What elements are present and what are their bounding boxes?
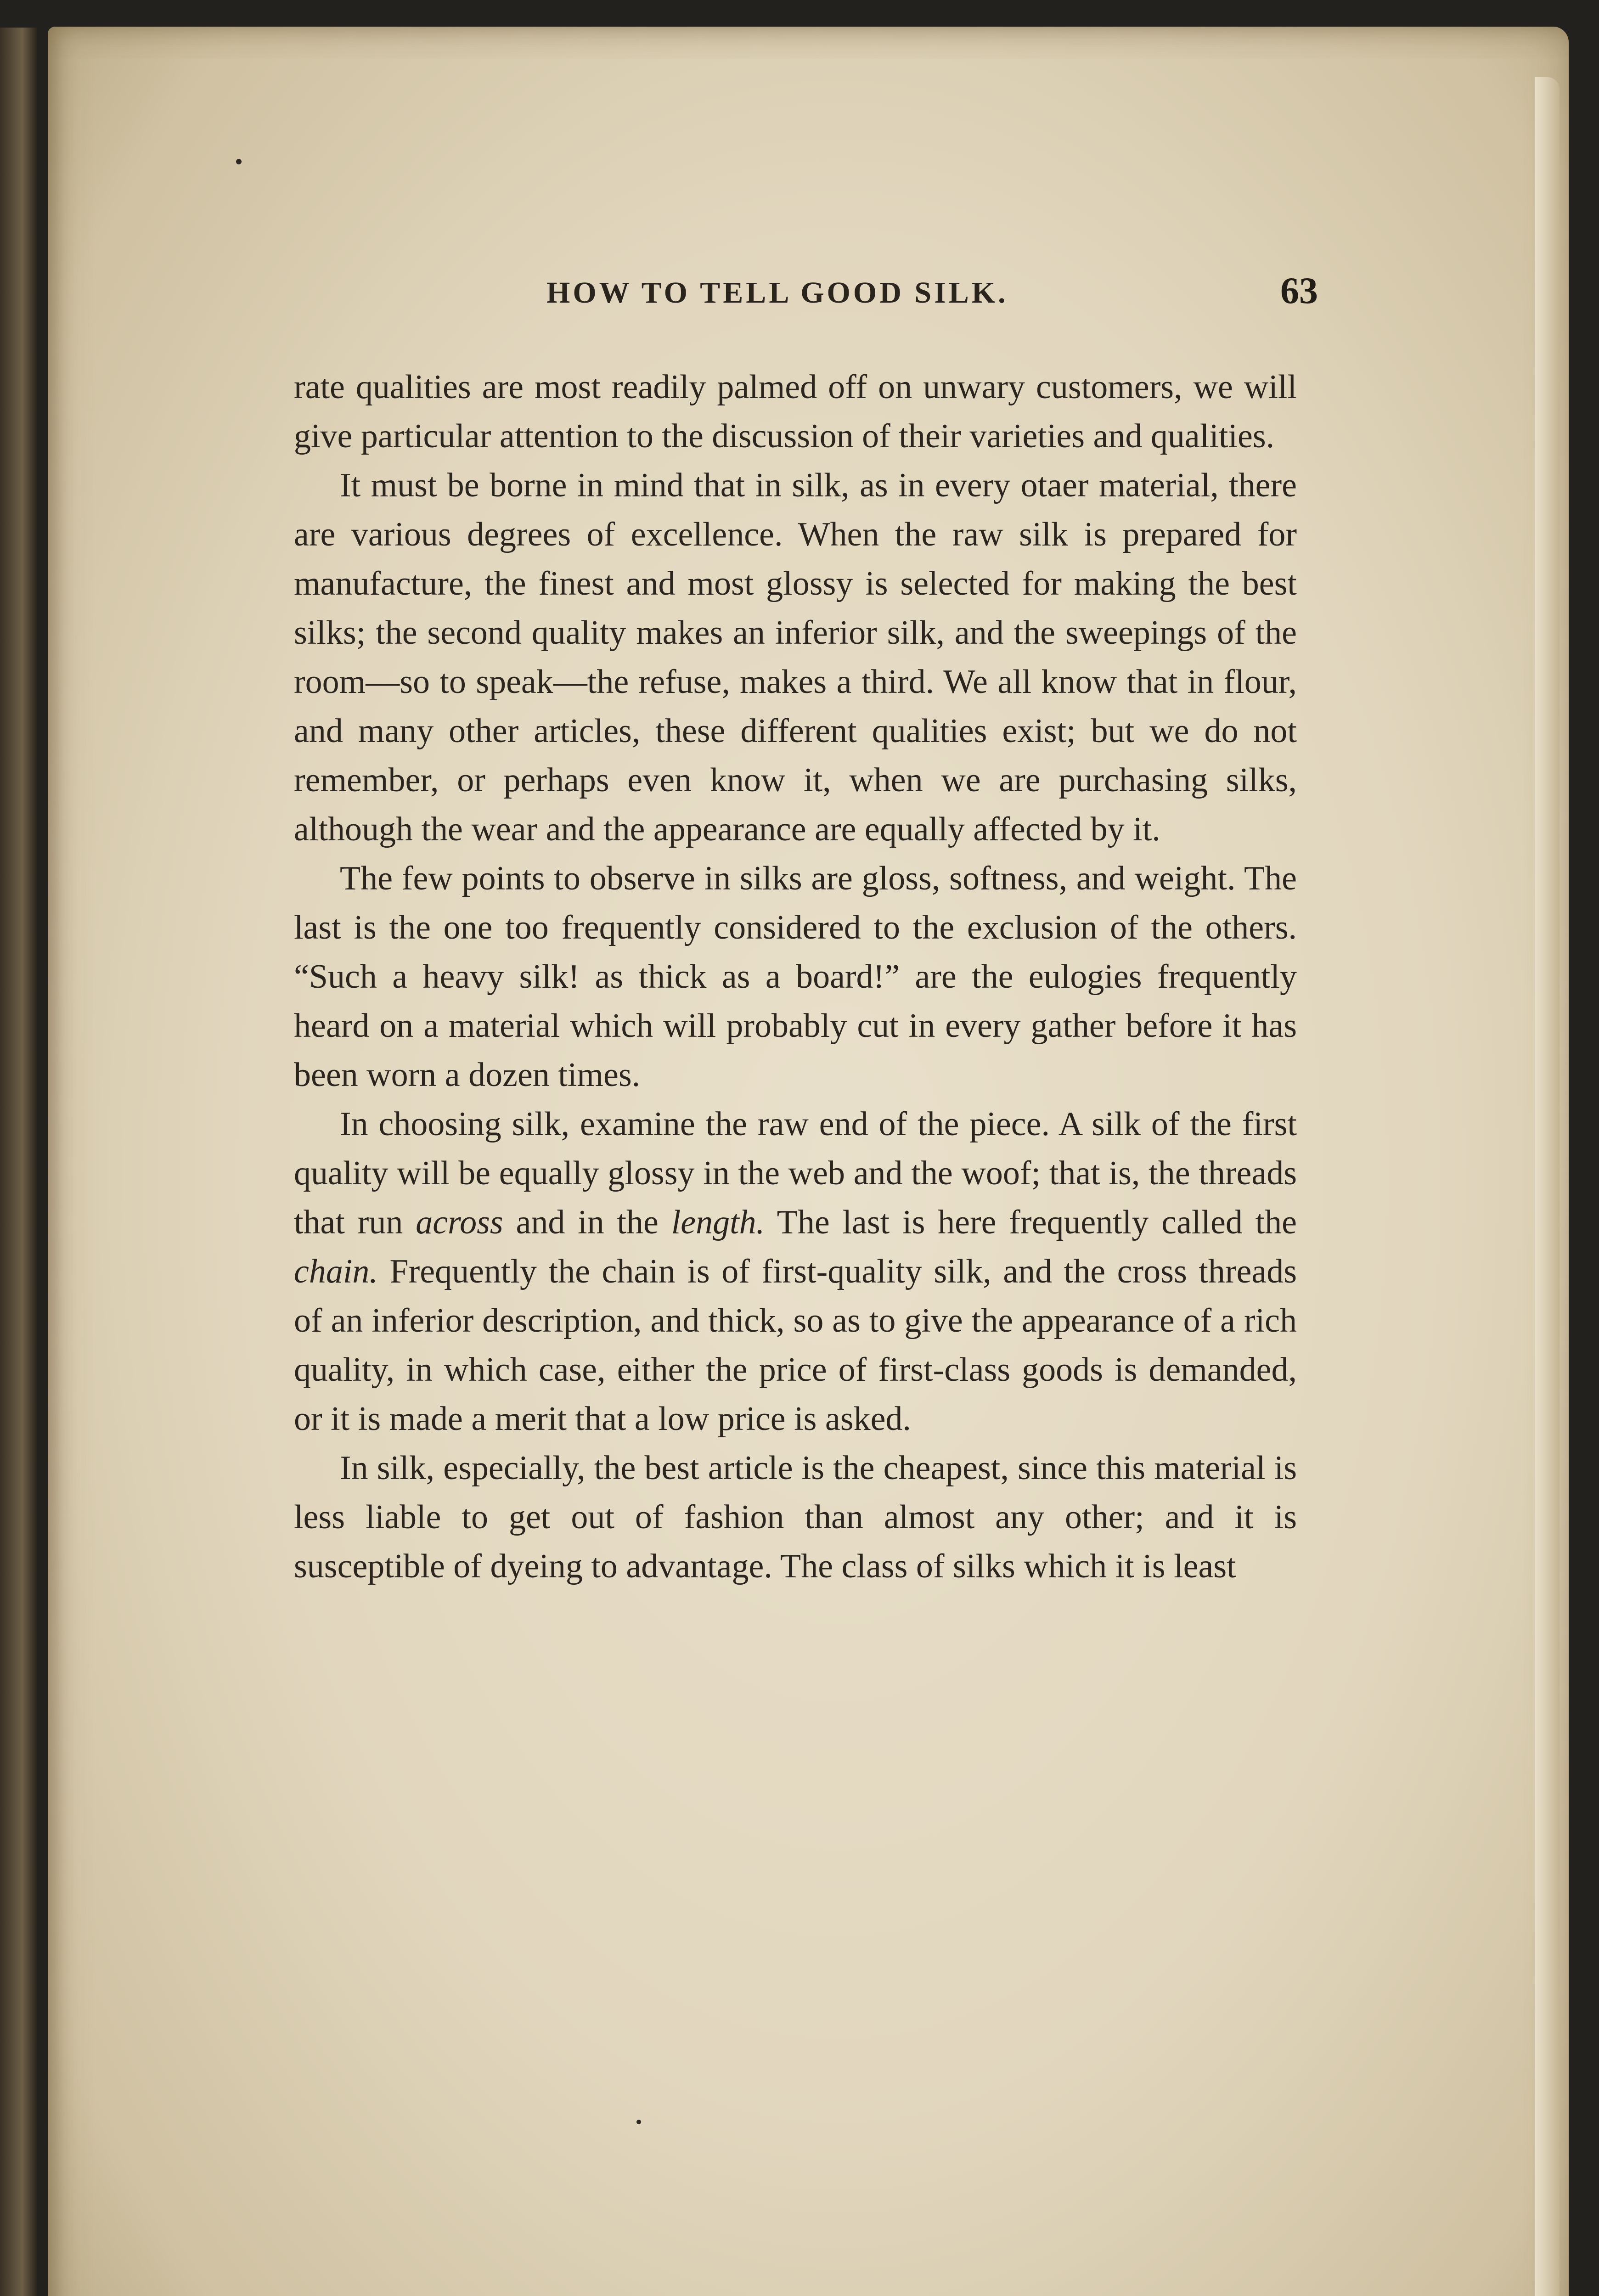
ink-spot bbox=[236, 159, 242, 164]
paragraph: The few points to observe in silks are gloss, softness, and weight. The last is the one too frequently considered to the exclusion of the others. “Such a heavy silk! as thick as a board!” are the eulogies frequently heard on a material which will probably cut in every gather before it has been worn a dozen times. bbox=[294, 860, 1297, 1094]
page-edge bbox=[1535, 77, 1560, 2296]
previous-page-edge bbox=[0, 28, 37, 2296]
page-header bbox=[496, 269, 1318, 320]
body-text bbox=[294, 363, 1297, 1591]
paragraph: rate qualities are most readily palmed off on unwary customers, we will give particular attention to the discussion of their varieties and qualities. bbox=[294, 368, 1297, 455]
paragraph: In choosing silk, examine the raw end of the piece. A silk of the first quality will be equally glossy in the web and the woof; that is, the threads that run across and in the length. The last is here frequently called the chain. Frequently the chain is of first-quality silk, and the cross threads of an inferior description, and thick, so as to give the appearance of a rich quality, in which case, either the price of first-class goods is demanded, or it is made a merit that a low price is asked. bbox=[294, 1105, 1297, 1438]
ink-spot bbox=[636, 2120, 641, 2124]
paragraph: In silk, especially, the best article is the cheapest, since this material is less liable to get out of fashion than almost any other; and it is susceptible of dyeing to advantage. The class of silks which it is least bbox=[294, 1449, 1297, 1585]
running-head: HOW TO TELL GOOD SILK. bbox=[546, 276, 1008, 310]
paragraph: It must be borne in mind that in silk, as in every otaer material, there are various degrees of excellence. When the raw silk is prepared for manufacture, the finest and most glossy is selected for making the best silks; the second quality makes an inferior silk, and the sweepings of the room—so to speak—the refuse, makes a third. We all know that in flour, and many other articles, these different qualities exist; but we do not remember, or perhaps even know it, when we are purchasing silks, although the wear and the appearance are equally affected by it. bbox=[294, 467, 1297, 848]
page-number: 63 bbox=[1280, 270, 1318, 311]
